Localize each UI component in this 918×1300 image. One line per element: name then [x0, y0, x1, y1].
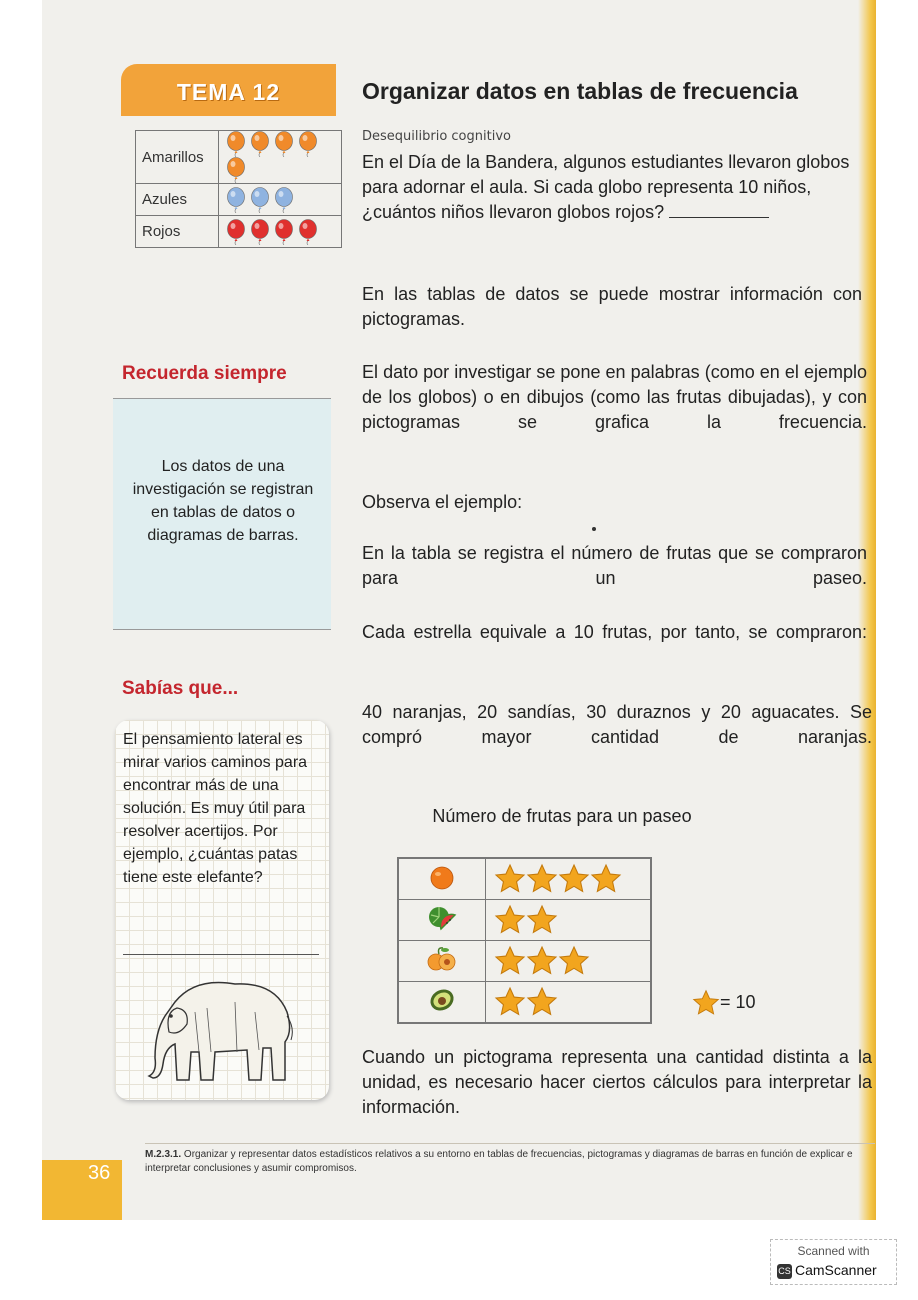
- balloon-icon: [225, 219, 247, 245]
- star-icon: [526, 945, 558, 977]
- paragraph-data: El dato por investigar se pone en palabras (como en el ejemplo de los globos) o en dibujos (como las frutas dibujadas), y con pictogramas se grafica la frecuencia.: [362, 362, 867, 432]
- paragraph-pictograms: En las tablas de datos se puede mostrar información con pictogramas.: [362, 284, 862, 329]
- balloon-category-label: Amarillos: [136, 131, 219, 184]
- balloon-icon: [273, 219, 295, 245]
- table-row: [136, 184, 342, 216]
- balloon-icon: [273, 131, 295, 157]
- balloon-count-cell: [219, 131, 342, 184]
- balloon-icon: [249, 187, 271, 213]
- star-icon: [526, 904, 558, 936]
- star-count-cell: [486, 858, 652, 900]
- chart-title: Número de frutas para un paseo: [432, 806, 692, 826]
- fruit-cell: [398, 858, 486, 900]
- peach-icon: [425, 944, 459, 974]
- fruit-cell: [398, 982, 486, 1024]
- legend-star-icon: [692, 989, 720, 1017]
- balloon-icon: [297, 219, 319, 245]
- paragraph-observe: Observa el ejemplo:: [362, 492, 523, 512]
- sabias-text: El pensamiento lateral es mirar varios caminos para encontrar más de una solución. Es muy útil para resolver acertijos. Por ejemplo, ¿cuántas patas tiene este elefante?: [123, 731, 308, 886]
- star-icon: [558, 863, 590, 895]
- scanner-line1: Scanned with: [797, 1244, 870, 1258]
- paragraph-conclusion: Cuando un pictograma representa una cantidad distinta a la unidad, es necesario hacer ciertos cálculos para interpretar la información.: [362, 1047, 872, 1117]
- fruit-pictogram-table: [397, 857, 652, 1024]
- balloon-icon: [249, 131, 271, 157]
- avocado-icon: [425, 985, 459, 1015]
- footer-rule: [145, 1143, 875, 1144]
- star-icon: [526, 986, 558, 1018]
- balloon-icon: [225, 187, 247, 213]
- intro-text: En el Día de la Bandera, algunos estudiantes llevaron globos para adornar el aula. Si cada globo representa 10 niños, ¿cuántos niños llevaron globos rojos?: [362, 152, 850, 222]
- section-caption: Desequilibrio cognitivo: [362, 129, 511, 144]
- chart-legend: [692, 989, 756, 1017]
- recuerda-text: Los datos de una investigación se registran en tablas de datos o diagramas de barras.: [132, 458, 314, 544]
- legend-value: = 10: [720, 991, 756, 1012]
- scanner-line2: CamScanner: [795, 1262, 877, 1278]
- footer-standard: [145, 1148, 875, 1176]
- recuerda-box: [113, 398, 331, 630]
- star-icon: [494, 986, 526, 1018]
- paragraph-table: En la tabla se registra el número de frutas que se compraron para un paseo.: [362, 543, 867, 588]
- balloon-icon: [249, 219, 271, 245]
- sabias-heading: Sabías que...: [122, 678, 239, 699]
- elephant-illustration: [135, 972, 305, 1088]
- balloon-icon: [225, 131, 247, 157]
- table-row: [398, 982, 651, 1024]
- balloon-category-label: Azules: [136, 184, 219, 216]
- footer-text: Organizar y representar datos estadísticos relativos a su entorno en tablas de frecuencias, pictogramas y diagramas de barras en función de explicar e interpretar conclusiones y asumir compromisos.: [145, 1149, 853, 1174]
- star-icon: [526, 863, 558, 895]
- paragraph-result: 40 naranjas, 20 sandías, 30 duraznos y 20 aguacates. Se compró mayor cantidad de naranjas.: [362, 702, 872, 747]
- watermelon-icon: [425, 903, 459, 933]
- star-icon: [590, 863, 622, 895]
- recuerda-heading: Recuerda siempre: [122, 363, 287, 384]
- star-icon: [558, 945, 590, 977]
- table-row: [398, 941, 651, 982]
- intro-paragraph: [362, 150, 870, 225]
- fruit-cell: [398, 941, 486, 982]
- table-row: [136, 131, 342, 184]
- page-number: 36: [88, 1162, 111, 1184]
- camscanner-watermark: [770, 1239, 897, 1285]
- balloon-count-cell: [219, 216, 342, 248]
- balloon-icon: [225, 157, 247, 183]
- page-title: Organizar datos en tablas de frecuencia: [362, 78, 798, 104]
- footer-code: M.2.3.1.: [145, 1149, 182, 1160]
- ink-dot: [592, 527, 596, 531]
- answer-blank: [669, 203, 769, 218]
- paragraph-stars: Cada estrella equivale a 10 frutas, por tanto, se compraron:: [362, 622, 867, 642]
- star-icon: [494, 904, 526, 936]
- star-icon: [494, 863, 526, 895]
- camscanner-logo-icon: CS: [777, 1264, 792, 1279]
- sabias-box: [115, 720, 329, 1100]
- table-row: [398, 858, 651, 900]
- balloon-icon: [273, 187, 295, 213]
- star-count-cell: [486, 941, 652, 982]
- star-count-cell: [486, 900, 652, 941]
- balloon-icon: [297, 131, 319, 157]
- star-icon: [494, 945, 526, 977]
- divider: [123, 954, 319, 955]
- balloon-category-label: Rojos: [136, 216, 219, 248]
- fruit-cell: [398, 900, 486, 941]
- balloon-count-cell: [219, 184, 342, 216]
- table-row: [136, 216, 342, 248]
- scanner-brand: [777, 1262, 877, 1279]
- balloon-pictogram-table: [135, 130, 342, 248]
- topic-badge: TEMA 12: [121, 64, 336, 116]
- table-row: [398, 900, 651, 941]
- orange-icon: [425, 862, 459, 892]
- star-count-cell: [486, 982, 652, 1024]
